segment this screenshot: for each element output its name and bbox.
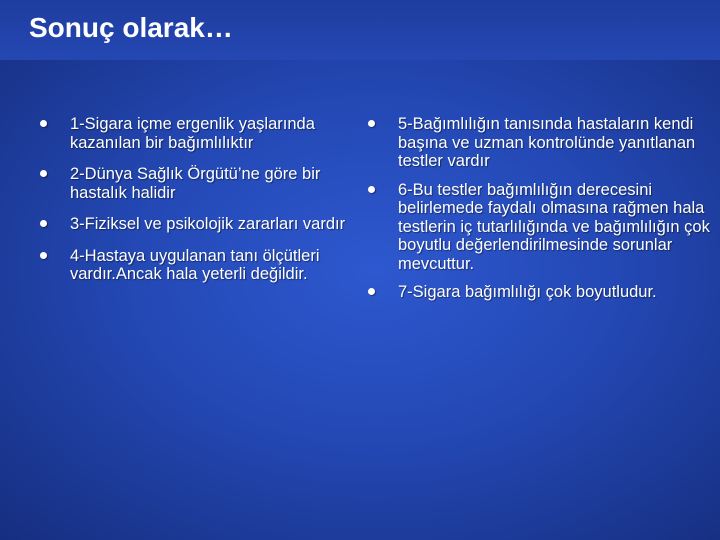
bullet-dot-icon <box>40 170 47 177</box>
bullet-item-2 <box>40 165 358 202</box>
bullet-item-3 <box>40 215 358 234</box>
bullet-text: 2-Dünya Sağlık Örgütü’ne göre bir hastalık halidir <box>70 165 321 202</box>
bullet-dot-icon <box>368 288 375 295</box>
bullet-text: 1-Sigara içme ergenlik yaşlarında kazanılan bir bağımlılıktır <box>70 115 315 152</box>
right-bullet-list <box>368 115 718 312</box>
bullet-item-6 <box>368 181 718 274</box>
bullet-text: 7-Sigara bağımlılığı çok boyutludur. <box>398 283 657 301</box>
bullet-dot-icon <box>368 120 375 127</box>
bullet-dot-icon <box>40 120 47 127</box>
bullet-item-7 <box>368 283 718 302</box>
bullet-item-5 <box>368 115 718 171</box>
bullet-dot-icon <box>40 220 47 227</box>
bullet-dot-icon <box>368 186 375 193</box>
bullet-item-1 <box>40 115 358 152</box>
bullet-dot-icon <box>40 252 47 259</box>
bullet-text: 6-Bu testler bağımlılığın derecesini belirlemede faydalı olmasına rağmen hala testlerin iç tutarlılığında ve bağımlılığın çok boyutlu değerlendirilmesinde sorunlar mevcuttur. <box>398 180 710 273</box>
slide-title: Sonuç olarak… <box>29 12 233 43</box>
bullet-text: 4-Hastaya uygulanan tanı ölçütleri vardır.Ancak hala yeterli değildir. <box>70 246 320 283</box>
bullet-item-4 <box>40 247 358 284</box>
left-bullet-list <box>40 115 358 297</box>
bullet-text: 5-Bağımlılığın tanısında hastaların kendi başına ve uzman kontrolünde yanıtlanan testler vardır <box>398 115 696 170</box>
bullet-text: 3-Fiziksel ve psikolojik zararları vardır <box>70 215 346 233</box>
